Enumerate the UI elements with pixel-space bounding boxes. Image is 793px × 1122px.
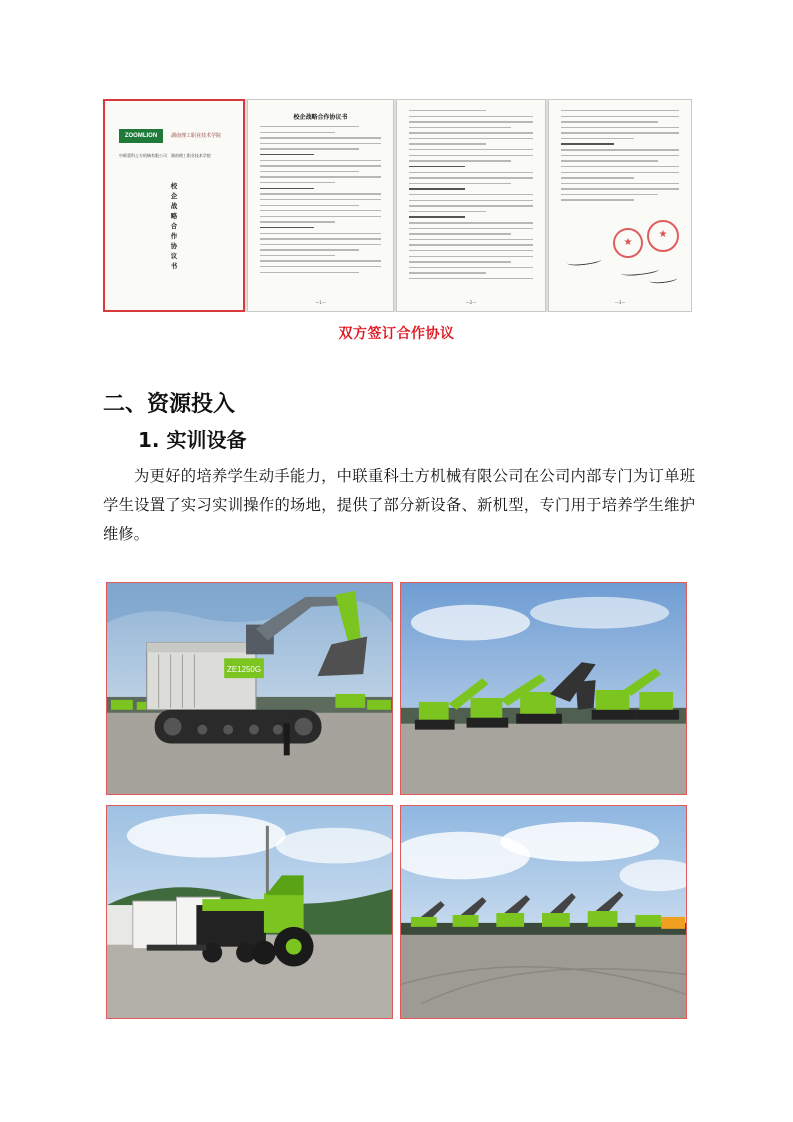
party-b: 湖南理工职业技术学院 — [170, 153, 211, 158]
agreement-page-2-scan — [396, 99, 546, 312]
agricultural-machinery-photo — [106, 805, 393, 1019]
cover-party-names — [119, 153, 211, 159]
school-seal — [647, 220, 679, 252]
large-excavator-photo — [106, 582, 393, 795]
page-number: —2— — [465, 300, 477, 305]
agreement-page-1-scan — [247, 99, 394, 312]
signature-c — [649, 274, 678, 285]
excavator-yard-photo — [400, 805, 687, 1019]
section-heading: 二、资源投入 — [103, 392, 236, 417]
agreement-caption: 双方签订合作协议 — [338, 326, 455, 342]
page-number: —3— — [614, 300, 626, 305]
page-text-lines — [260, 126, 381, 277]
cover-logos — [119, 129, 235, 151]
page-text-lines — [561, 110, 679, 205]
party-a: 中联重科土方机械有限公司 — [119, 153, 167, 158]
zoomlion-logo: ZOOMLION — [119, 129, 163, 143]
page-text-lines — [409, 110, 533, 284]
company-seal — [613, 228, 643, 258]
signature-a — [567, 256, 602, 268]
agreement-page-3-scan — [548, 99, 692, 312]
agreement-page-title: 校企战略合作协议书 — [293, 114, 348, 121]
cover-title: 校企战略合作协议书 — [170, 182, 178, 270]
section-paragraph: 为更好的培养学生动手能力，中联重科土方机械有限公司在公司内部专门为订单班学生设置了实习实训操作的场地，提供了部分新设备、新机型，专门用于培养学生维护维修。 — [103, 467, 695, 543]
agreement-scans — [103, 99, 692, 312]
signature-b — [621, 265, 660, 277]
machine-label: ZE1250G — [227, 665, 262, 675]
agreement-cover-scan — [103, 99, 245, 312]
school-logo: 湖南理工职业技术学院 — [171, 133, 222, 139]
page-number: —1— — [315, 300, 326, 305]
section-subheading: 1. 实训设备 — [138, 428, 247, 452]
excavator-row-photo — [400, 582, 687, 795]
